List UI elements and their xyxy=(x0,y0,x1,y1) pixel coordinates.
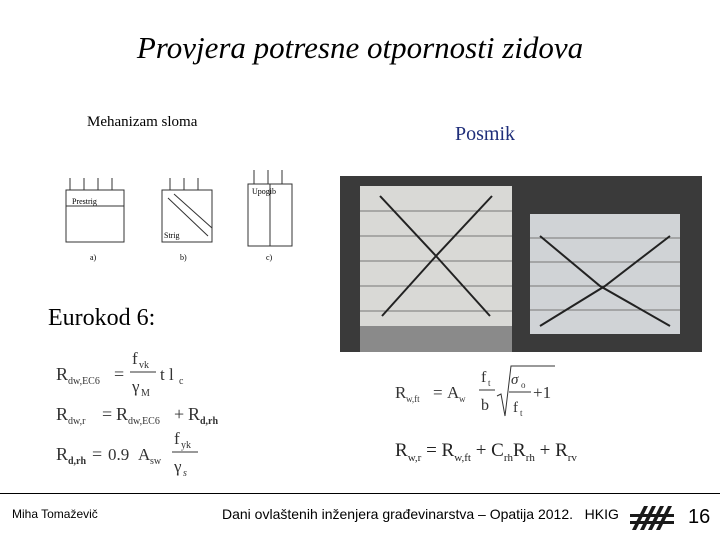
svg-text:o: o xyxy=(521,380,526,390)
svg-text:t l: t l xyxy=(160,365,174,384)
figure-caption-c: c) xyxy=(266,253,273,262)
footer-divider xyxy=(0,493,720,494)
organization-name: HKIG xyxy=(584,506,619,522)
svg-text:d,rh: d,rh xyxy=(200,416,219,427)
svg-text:A: A xyxy=(138,445,151,464)
svg-text:f: f xyxy=(513,400,518,416)
svg-text:R: R xyxy=(116,404,129,424)
svg-text:R: R xyxy=(56,364,69,384)
svg-text:+1: +1 xyxy=(533,383,552,402)
svg-text:=: = xyxy=(114,364,125,384)
slide-title: Provjera potresne otpornosti zidova xyxy=(136,30,584,65)
svg-text:f: f xyxy=(132,349,138,368)
figure-label-c: Upogib xyxy=(252,187,276,196)
svg-text:=: = xyxy=(102,404,113,424)
svg-text:f: f xyxy=(174,430,180,448)
svg-text:γ: γ xyxy=(132,377,140,396)
svg-text:c: c xyxy=(179,376,184,387)
equation-r-w-r: $R_{w,r} = R_{w,ft} + C_{rh}R_{rh} + R_{rv}$ xyxy=(395,440,577,464)
mechanism-label: Mehanizam sloma xyxy=(87,114,198,130)
svg-text:M: M xyxy=(141,388,150,399)
svg-text:+: + xyxy=(174,404,185,424)
figure-caption-a: a) xyxy=(90,253,97,262)
equation-r-dw-r xyxy=(56,400,256,430)
hkig-logo xyxy=(628,500,676,538)
svg-text:dw,r: dw,r xyxy=(68,416,86,427)
svg-text:b: b xyxy=(481,397,489,414)
equation-r-dw-ec6 xyxy=(56,348,256,400)
svg-text:0.9: 0.9 xyxy=(108,445,130,464)
svg-text:d,rh: d,rh xyxy=(68,456,87,467)
wall-test-photo xyxy=(340,176,702,352)
figure-label-b: Strig xyxy=(164,231,180,240)
eurocode-label: Eurokod 6: xyxy=(48,305,156,331)
conference-name: Dani ovlaštenih inženjera građevinarstva – Opatija 2012. xyxy=(222,506,573,522)
svg-text:vk: vk xyxy=(139,360,149,371)
svg-text:t: t xyxy=(520,408,523,418)
svg-text:=: = xyxy=(433,383,443,402)
svg-text:R: R xyxy=(56,404,69,424)
svg-text:dw,EC6: dw,EC6 xyxy=(68,376,100,387)
figure-label-a: Prestrig xyxy=(72,197,97,206)
failure-mechanism-diagram xyxy=(40,158,295,265)
figure-caption-b: b) xyxy=(180,253,187,262)
svg-text:yk: yk xyxy=(181,440,191,451)
svg-text:f: f xyxy=(481,369,487,386)
svg-text:dw,EC6: dw,EC6 xyxy=(128,416,160,427)
svg-text:w: w xyxy=(459,394,466,404)
svg-text:s: s xyxy=(183,468,187,479)
svg-text:σ: σ xyxy=(511,372,519,388)
svg-text:=: = xyxy=(92,444,103,464)
svg-text:R: R xyxy=(56,444,69,464)
svg-text:A: A xyxy=(447,383,460,402)
shear-label: Posmik xyxy=(455,123,516,145)
page-number: 16 xyxy=(688,506,711,528)
equation-r-w-ft xyxy=(395,360,575,430)
svg-text:w,ft: w,ft xyxy=(406,394,420,404)
svg-text:R: R xyxy=(395,383,407,402)
svg-text:γ: γ xyxy=(174,457,182,476)
footer-author: Miha Tomaževič xyxy=(12,507,98,521)
equation-r-d-rh xyxy=(56,430,256,482)
svg-text:t: t xyxy=(488,378,491,388)
svg-text:R: R xyxy=(188,404,201,424)
svg-text:sw: sw xyxy=(150,456,162,467)
footer-conference xyxy=(222,506,619,522)
